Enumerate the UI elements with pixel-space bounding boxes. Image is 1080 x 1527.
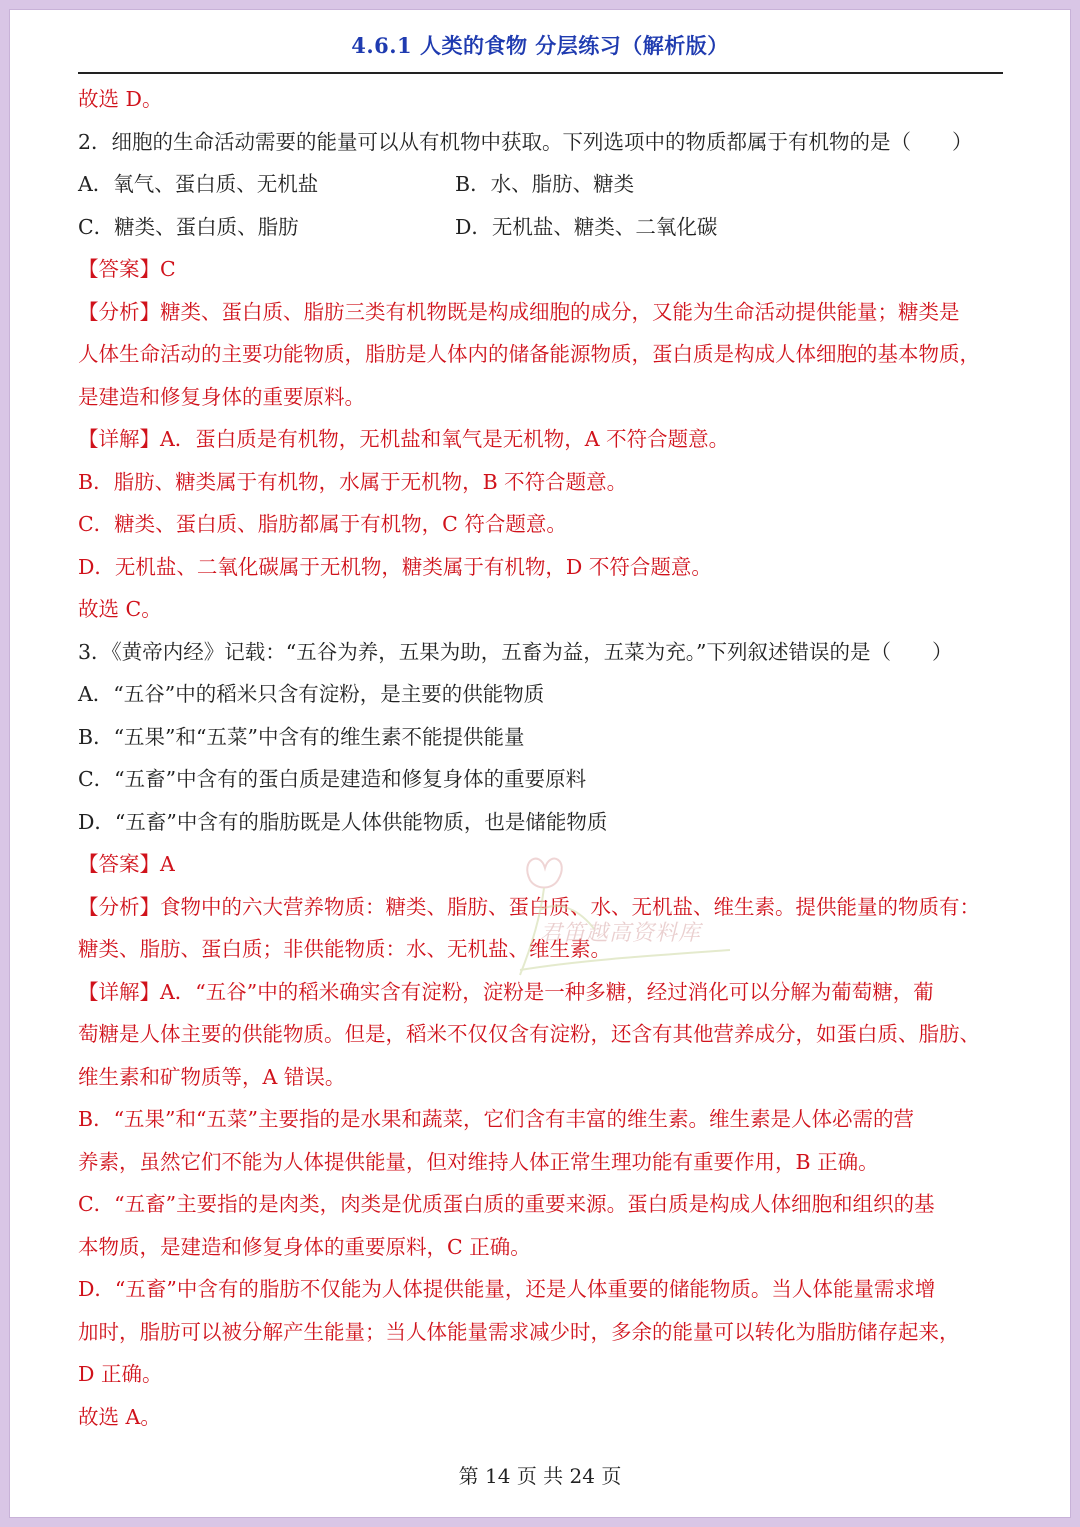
text-line: 维生素和矿物质等，A 错误。 [78,1064,346,1089]
text-line: 【答案】C [78,257,176,281]
option-text: B．水、脂肪、糖类 [455,172,635,196]
text-line: C．“五畜”中含有的蛋白质是建造和修复身体的重要原料 [78,767,587,791]
text-line: D．“五畜”中含有的脂肪不仅能为人体提供能量，还是人体重要的储能物质。当人体能量需求增 [78,1277,936,1301]
text-line: 本物质，是建造和修复身体的重要原料，C 正确。 [78,1234,531,1259]
text-line: D．无机盐、二氧化碳属于无机物，糖类属于有机物，D 不符合题意。 [78,554,712,579]
text-line: 2．细胞的生命活动需要的能量可以从有机物中获取。下列选项中的物质都属于有机物的是（ ） [78,129,973,154]
text-line: D．“五畜”中含有的脂肪既是人体供能物质，也是储能物质 [78,809,608,834]
text-line: 【详解】A．蛋白质是有机物，无机盐和氧气是无机物，A 不符合题意。 [78,427,730,451]
text-line: 人体生命活动的主要功能物质，脂肪是人体内的储备能源物质，蛋白质是构成人体细胞的基本物质， [78,342,980,366]
option-text: C．糖类、蛋白质、脂肪 [78,214,299,239]
text-line: B．脂肪、糖类属于有机物，水属于无机物，B 不符合题意。 [78,469,628,494]
text-line: D 正确。 [78,1362,163,1386]
document-body [78,78,1003,1438]
options-row [78,206,1003,249]
page-footer: 第 14 页 共 24 页 [458,1464,622,1488]
text-line: 故选 D。 [78,87,163,111]
text-line: 故选 A。 [78,1404,161,1429]
text-line: 糖类、脂肪、蛋白质；非供能物质：水、无机盐、维生素。 [78,937,611,961]
text-line: 是建造和修复身体的重要原料。 [78,384,365,409]
text-line: C．糖类、蛋白质、脂肪都属于有机物，C 符合题意。 [78,512,567,536]
text-line: 【答案】A [78,852,175,876]
text-line: B．“五果”和“五菜”中含有的维生素不能提供能量 [78,724,525,749]
text-line: A．“五谷”中的稻米只含有淀粉，是主要的供能物质 [78,682,545,706]
text-line: 萄糖是人体主要的供能物质。但是，稻米不仅仅含有淀粉，还含有其他营养成分，如蛋白质、脂肪、 [78,1022,980,1046]
text-line: 【分析】糖类、蛋白质、脂肪三类有机物既是构成细胞的成分，又能为生命活动提供能量；糖类是 [78,299,960,324]
text-line: 加时，脂肪可以被分解产生能量；当人体能量需求减少时，多余的能量可以转化为脂肪储存起来， [78,1319,960,1344]
text-line: 【分析】食物中的六大营养物质：糖类、脂肪、蛋白质、水、无机盐、维生素。提供能量的物质有： [78,894,980,919]
text-line: 养素，虽然它们不能为人体提供能量，但对维持人体正常生理功能有重要作用，B 正确。 [78,1149,879,1174]
header-divider [78,72,1003,74]
text-line: B．“五果”和“五菜”主要指的是水果和蔬菜，它们含有丰富的维生素。维生素是人体必需的营 [78,1107,914,1131]
text-line: 3．《黄帝内经》记载：“五谷为养，五果为助，五畜为益，五菜为充。”下列叙述错误的是（ ） [78,639,953,664]
option-text: D．无机盐、糖类、二氧化碳 [455,214,718,239]
watermark-text: 君笛越高资料库 [540,921,702,946]
text-line: 【详解】A．“五谷”中的稻米确实含有淀粉，淀粉是一种多糖，经过消化可以分解为葡萄糖，葡 [78,979,934,1004]
page-header-title: 4.6.1 人类的食物 分层练习（解析版） [351,33,729,58]
options-row [78,163,1003,206]
text-line: C．“五畜”主要指的是肉类，肉类是优质蛋白质的重要来源。蛋白质是构成人体细胞和组织的基 [78,1192,935,1216]
text-line: 故选 C。 [78,597,162,621]
option-text: A．氧气、蛋白质、无机盐 [78,172,319,196]
